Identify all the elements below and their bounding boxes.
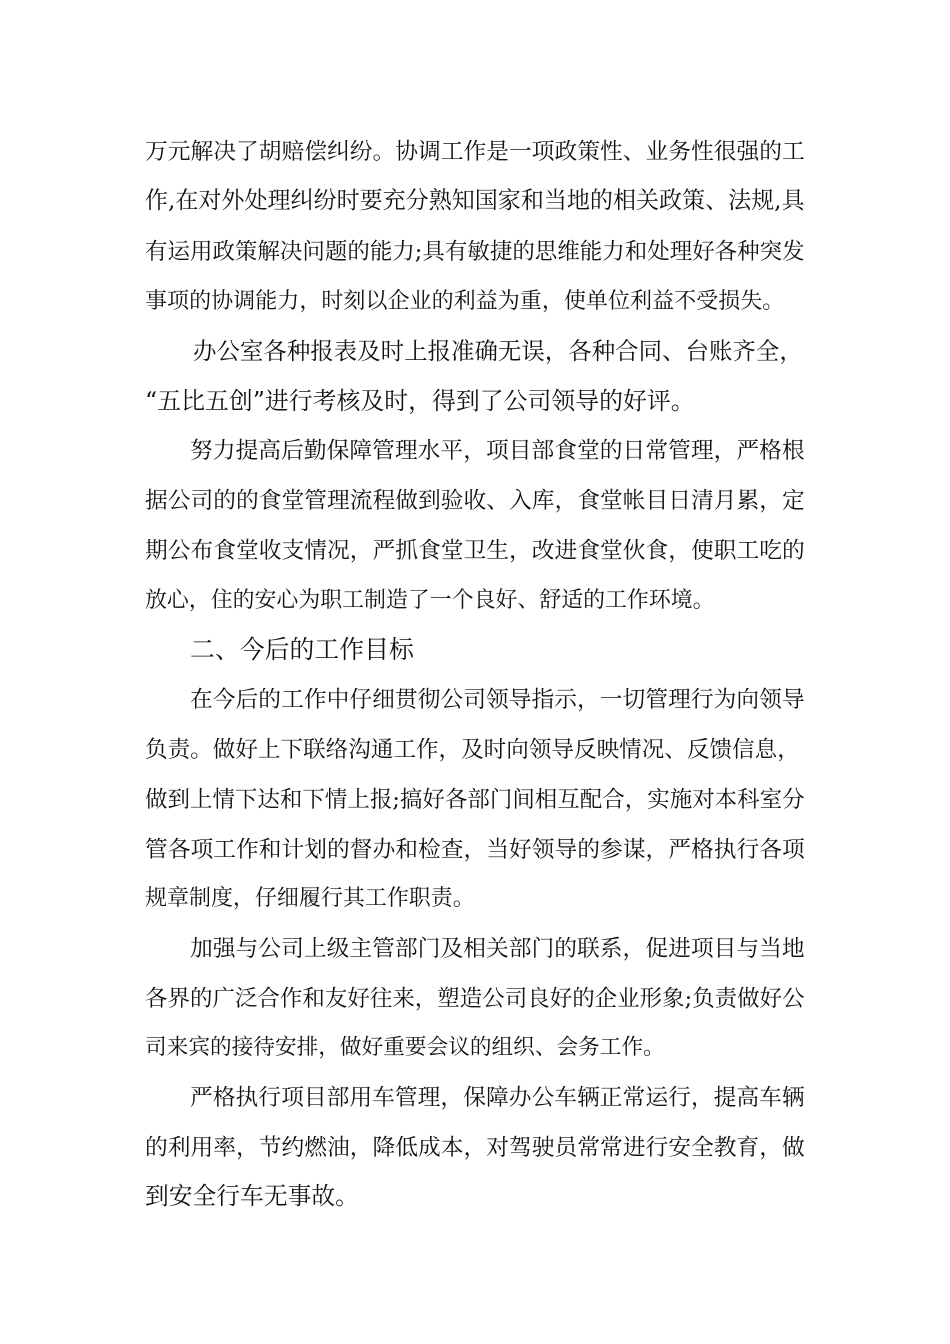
- text-line-content: 二、今后的工作目标: [190, 635, 414, 664]
- text-line-content: 办公室各种报表及时上报准确无误，各种合同、台账齐全，: [193, 337, 803, 365]
- text-line-content: 放心，住的安心为职工制造了一个良好、舒适的工作环境。: [145, 588, 715, 613]
- text-line-content: 加强与公司上级主管部门及相关部门的联系，促进项目与当地: [190, 936, 805, 962]
- text-line-content: 到安全行车无事故。: [145, 1182, 359, 1210]
- text-line: [0, 475, 950, 527]
- text-line-content: 有运用政策解决问题的能力;具有敏捷的思维能力和处理好各种突发: [145, 239, 805, 265]
- text-line-content: 各界的广泛合作和友好往来，塑造公司良好的企业形象;负责做好公: [145, 986, 805, 1012]
- text-line: [0, 175, 950, 227]
- text-line: [0, 525, 950, 577]
- text-line: [0, 325, 950, 377]
- text-line: [0, 724, 950, 776]
- text-line: [0, 973, 950, 1025]
- text-line: [0, 923, 950, 975]
- text-line: [0, 1122, 950, 1174]
- text-line-content: 负责。做好上下联络沟通工作，及时向领导反映情况、反馈信息，: [145, 737, 800, 763]
- text-line-content: 管各项工作和计划的督办和检查，当好领导的参谋，严格执行各项: [145, 837, 805, 863]
- text-line-content: 严格执行项目部用车管理，保障办公车辆正常运行，提高车辆: [190, 1085, 805, 1111]
- text-line: [0, 1072, 950, 1124]
- text-line: [0, 1022, 950, 1074]
- text-line: [0, 226, 950, 278]
- text-line-content: 司来宾的接待安排，做好重要会议的组织、会务工作。: [145, 1035, 665, 1060]
- text-line: [0, 276, 950, 328]
- text-line: [0, 126, 950, 178]
- text-line-content: 规章制度，仔细履行其工作职责。: [145, 886, 475, 911]
- text-line: [0, 873, 950, 925]
- text-line-content: 期公布食堂收支情况，严抓食堂卫生，改进食堂伙食，使职工吃的: [145, 538, 805, 564]
- text-line: [0, 1170, 950, 1222]
- text-line: [0, 674, 950, 726]
- text-line: [0, 575, 950, 627]
- text-line-content: 努力提高后勤保障管理水平，项目部食堂的日常管理，严格根: [190, 438, 805, 464]
- text-line: [0, 824, 950, 876]
- text-line-content: 事项的协调能力，时刻以企业的利益为重，使单位利益不受损失。: [145, 289, 785, 314]
- text-line: [0, 425, 950, 477]
- text-line-content: 的利用率，节约燃油，降低成本，对驾驶员常常进行安全教育，做: [145, 1135, 805, 1161]
- section-heading: [0, 624, 950, 676]
- text-line-content: “五比五创”进行考核及时，得到了公司领导的好评。: [145, 387, 695, 415]
- text-line-content: 作,在对外处理纠纷时要充分熟知国家和当地的相关政策、法规,具: [145, 188, 805, 214]
- text-line-content: 做到上情下达和下情上报;搞好各部门间相互配合，实施对本科室分: [145, 787, 805, 813]
- text-line: [0, 774, 950, 826]
- text-line: [0, 375, 950, 427]
- text-line-content: 万元解决了胡赔偿纠纷。协调工作是一项政策性、业务性很强的工: [145, 139, 805, 165]
- text-line-content: 据公司的的食堂管理流程做到验收、入库，食堂帐目日清月累，定: [145, 488, 805, 514]
- text-line-content: 在今后的工作中仔细贯彻公司领导指示，一切管理行为向领导: [190, 687, 805, 713]
